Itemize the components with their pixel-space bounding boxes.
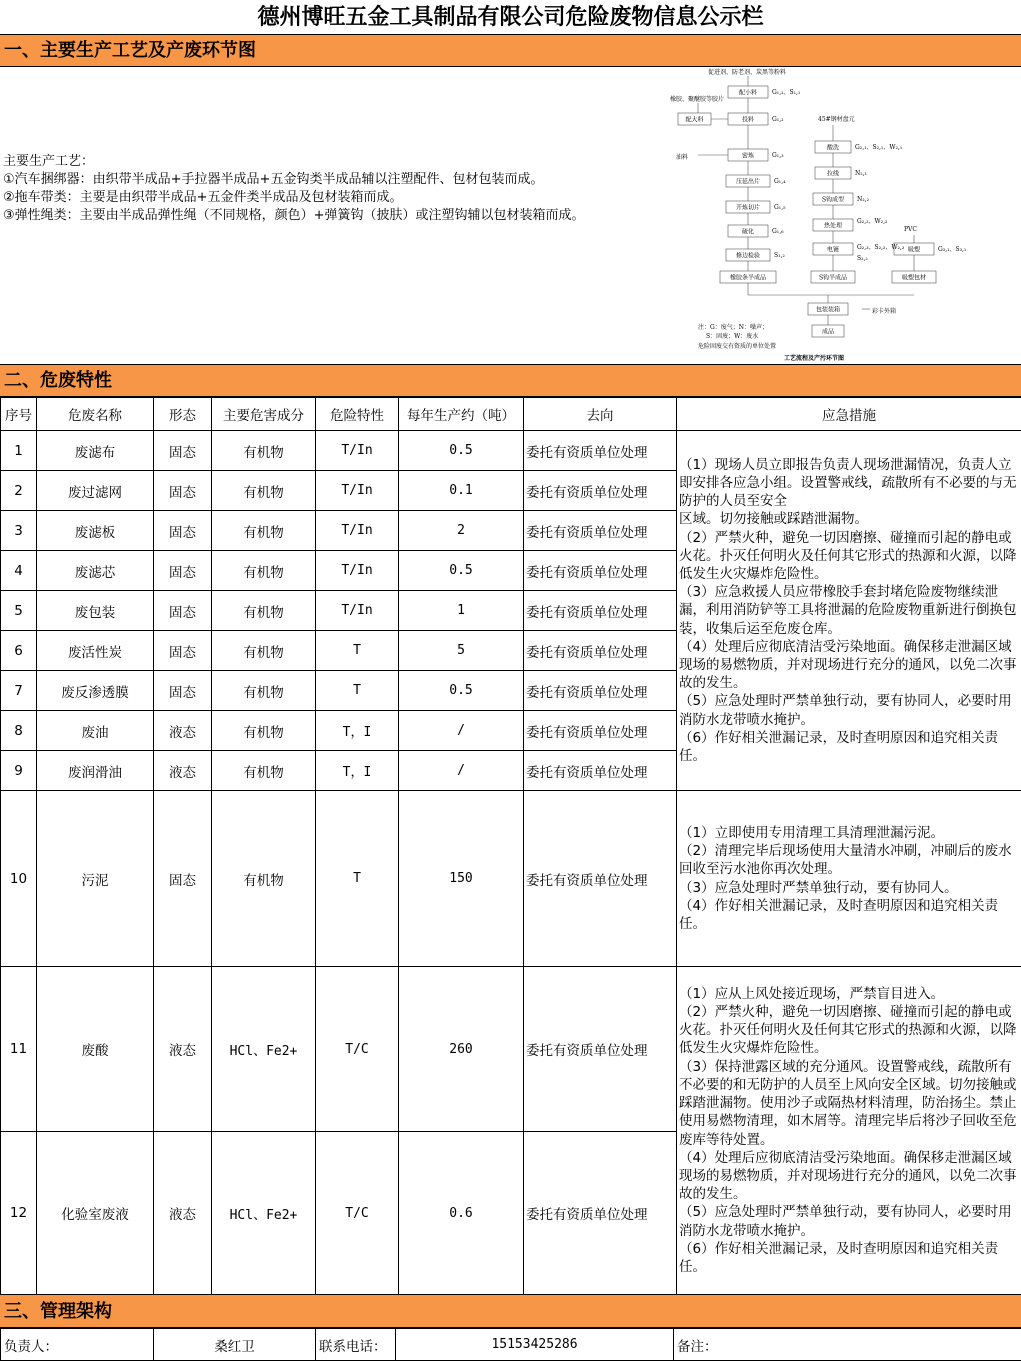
emission-label: G₁,₂	[772, 116, 784, 123]
cell-amount: 1	[399, 591, 524, 631]
col-header: 主要危害成分	[212, 398, 316, 431]
note-label: 备注：	[674, 1329, 1021, 1361]
cell-state: 液态	[154, 1132, 212, 1295]
cell-hazard: T，I	[316, 751, 399, 791]
measure-item: （3）应急处理时严禁单独行动，要有协同人。	[679, 879, 1019, 897]
cell-name: 废过滤网	[37, 471, 154, 511]
emission-label: G₁,₅	[774, 204, 786, 211]
flow-step: 配小料	[739, 89, 757, 97]
emergency-measures-group-2	[677, 791, 1021, 967]
emission-label: G₁,₄	[774, 178, 786, 185]
col-header: 危废名称	[37, 398, 154, 431]
measure-item: （3）保持泄露区域的充分通风。设置警戒线，疏散所有不必要的和无防护的人员至上风向安全区域。切勿接触或踩踏泄漏物。使用沙子或隔热材料清理，防治扬尘。禁止使用易燃物清理，如木屑等。清理完毕后将沙子回收至危废库等待处置。	[679, 1058, 1019, 1149]
flow-legend: S：固废；W：废水	[706, 332, 758, 340]
flow-note-steel: 45#钢材盘元	[818, 115, 855, 123]
cell-name: 废反渗透膜	[37, 671, 154, 711]
emission-label: G₁,₂、S₁,₁	[772, 89, 800, 96]
section1-heading: 一、主要生产工艺及产废环节图	[0, 35, 1021, 67]
table-header-row	[1, 398, 1021, 431]
flow-step: 吸塑包材	[902, 274, 926, 282]
cell-hazard: T，I	[316, 711, 399, 751]
emission-label: G₁,₃	[772, 152, 784, 159]
table-row	[1, 431, 1021, 471]
measure-item: （2）严禁火种，避免一切因磨擦、碰撞而引起的静电或火花。扑灭任何明火及任何其它形式的热源和火源，以降低发生火灾爆炸危险性。	[679, 529, 1019, 584]
flow-note-cartons: 彩卡外箱	[872, 307, 896, 315]
emission-label: N₂,₁	[855, 170, 867, 177]
cell-name: 废滤板	[37, 511, 154, 551]
flow-step: S钩成型	[822, 196, 844, 204]
table-row	[1, 967, 1021, 1132]
measure-item: （4）处理后应彻底清洁受污染地面。确保移走泄漏区域现场的易燃物质，并对现场进行充分的通风，以免二次事故的发生。	[679, 638, 1019, 693]
col-header: 危险特性	[316, 398, 399, 431]
cell-name: 废活性炭	[37, 631, 154, 671]
person-label: 负责人：	[1, 1329, 154, 1361]
flow-emissions	[772, 89, 966, 262]
measure-item: （1）应从上风处接近现场，严禁盲目进入。	[679, 985, 1019, 1003]
cell-no: 1	[1, 431, 37, 471]
measure-item: （2）严禁火种，避免一切因磨擦、碰撞而引起的静电或火花。扑灭任何明火及任何其它形式的热源和火源，以降低发生火灾爆炸危险性。	[679, 1003, 1019, 1058]
flow-step: 硫化	[742, 228, 754, 236]
cell-hazard: T	[316, 671, 399, 711]
cell-component: 有机物	[212, 591, 316, 631]
cell-destination: 委托有资质单位处理	[524, 1132, 677, 1295]
cell-hazard: T/C	[316, 1132, 399, 1295]
emission-label: N₂,₂	[857, 196, 870, 203]
cell-amount: 0.5	[399, 551, 524, 591]
flow-legend: 危险固废交有资质的单位处置	[698, 342, 776, 350]
cell-state: 固态	[154, 671, 212, 711]
cell-amount: 2	[399, 511, 524, 551]
emission-label: G₂,₃、S₂,₃、W₂,₃	[857, 244, 905, 251]
flow-note-oil: 油料	[676, 153, 688, 161]
measure-item: （1）现场人员立即报告负责人现场泄漏情况，负责人立即安排各应急小组。设置警戒线，疏散所有不必要的与无防护的人员至安全	[679, 456, 1019, 511]
cell-state: 固态	[154, 791, 212, 967]
measure-item: （5）应急处理时严禁单独行动，要有协同人，必要时用消防水龙带喷水掩护。	[679, 1203, 1019, 1239]
management-row	[1, 1329, 1021, 1361]
flow-legend: 注：G：废气；N：噪声；	[698, 323, 768, 331]
cell-destination: 委托有资质单位处理	[524, 967, 677, 1132]
cell-hazard: T	[316, 631, 399, 671]
cell-component: 有机物	[212, 671, 316, 711]
emission-label: G₁,₆	[772, 228, 784, 235]
flow-boxes	[678, 86, 936, 337]
section2-heading: 二、危废特性	[0, 365, 1021, 397]
flow-step: 包装装箱	[816, 306, 840, 314]
cell-component: HCl、Fe2+	[212, 1132, 316, 1295]
process-line: ②拖车带类：主要是由织带半成品+五金件类半成品及包材装箱而成。	[3, 189, 585, 207]
process-line: 主要生产工艺：	[3, 153, 585, 171]
cell-no: 6	[1, 631, 37, 671]
flow-step: 压延出片	[736, 178, 760, 186]
emission-label: G₂,₂、W₂,₂	[857, 218, 888, 225]
cell-destination: 委托有资质单位处理	[524, 791, 677, 967]
cell-component: 有机物	[212, 431, 316, 471]
cell-hazard: T/In	[316, 431, 399, 471]
management-table	[0, 1328, 1021, 1361]
cell-state: 固态	[154, 631, 212, 671]
process-flowchart	[668, 67, 1020, 364]
flow-note-powders: 促进剂、防老剂、炭黑等粉料	[708, 68, 786, 76]
cell-component: 有机物	[212, 551, 316, 591]
person-name: 桑红卫	[154, 1329, 316, 1361]
cell-destination: 委托有资质单位处理	[524, 471, 677, 511]
flow-step: 拉线	[827, 170, 839, 178]
cell-hazard: T/C	[316, 967, 399, 1132]
flow-step: 投料	[742, 116, 754, 124]
cell-name: 废滤布	[37, 431, 154, 471]
cell-state: 固态	[154, 551, 212, 591]
cell-no: 5	[1, 591, 37, 631]
cell-state: 固态	[154, 471, 212, 511]
cell-component: HCl、Fe2+	[212, 967, 316, 1132]
measure-item: （4）作好相关泄漏记录，及时查明原因和追究相关责任。	[679, 897, 1019, 933]
cell-state: 液态	[154, 711, 212, 751]
cell-destination: 委托有资质单位处理	[524, 631, 677, 671]
cell-state: 固态	[154, 511, 212, 551]
cell-amount: 150	[399, 791, 524, 967]
measure-item: （3）应急救援人员应带橡胶手套封堵危险废物继续泄漏，利用消防铲等工具将泄漏的危险废物重新进行倒换包装，收集后运至危废仓库。	[679, 583, 1019, 638]
cell-destination: 委托有资质单位处理	[524, 671, 677, 711]
cell-destination: 委托有资质单位处理	[524, 431, 677, 471]
flow-step: 橡胶条半成品	[730, 274, 766, 282]
cell-component: 有机物	[212, 471, 316, 511]
flow-step: 吸塑	[908, 246, 920, 254]
emission-label: S₂,₂	[857, 255, 868, 262]
measure-item: （6）作好相关泄漏记录，及时查明原因和追究相关责任。	[679, 1240, 1019, 1276]
measure-item: 区域。切勿接触或踩踏泄漏物。	[679, 510, 1019, 528]
cell-state: 液态	[154, 967, 212, 1132]
cell-name: 废包装	[37, 591, 154, 631]
cell-state: 固态	[154, 431, 212, 471]
cell-destination: 委托有资质单位处理	[524, 751, 677, 791]
page-title: 德州博旺五金工具制品有限公司危险废物信息公示栏	[0, 0, 1021, 35]
flow-step: 热处理	[824, 222, 842, 230]
flow-step: 电镀	[827, 246, 839, 254]
cell-amount: 0.6	[399, 1132, 524, 1295]
cell-name: 废油	[37, 711, 154, 751]
cell-no: 3	[1, 511, 37, 551]
cell-amount: 0.1	[399, 471, 524, 511]
measure-item: （1）立即使用专用清理工具清理泄漏污泥。	[679, 824, 1019, 842]
flow-caption: 工艺流程及产污环节图	[784, 354, 844, 362]
cell-amount: 0.5	[399, 671, 524, 711]
cell-hazard: T	[316, 791, 399, 967]
cell-component: 有机物	[212, 751, 316, 791]
flow-step: 密炼	[742, 152, 755, 160]
cell-component: 有机物	[212, 511, 316, 551]
cell-destination: 委托有资质单位处理	[524, 551, 677, 591]
cell-name: 污泥	[37, 791, 154, 967]
flow-step: 成品	[822, 328, 834, 336]
cell-no: 12	[1, 1132, 37, 1295]
emergency-measures-group-3	[677, 967, 1021, 1295]
flow-note-pvc: PVC	[904, 226, 917, 233]
cell-state: 固态	[154, 591, 212, 631]
cell-no: 4	[1, 551, 37, 591]
cell-name: 废滤芯	[37, 551, 154, 591]
cell-hazard: T/In	[316, 551, 399, 591]
flow-step: 开炼切片	[736, 204, 760, 212]
cell-amount: 0.5	[399, 431, 524, 471]
cell-name: 废润滑油	[37, 751, 154, 791]
cell-name: 化验室废液	[37, 1132, 154, 1295]
cell-no: 8	[1, 711, 37, 751]
cell-no: 10	[1, 791, 37, 967]
emergency-measures-group-1	[677, 431, 1021, 791]
phone-number: 15153425286	[396, 1329, 674, 1361]
col-header: 去向	[524, 398, 677, 431]
emission-label: S₁,₂	[774, 252, 785, 259]
cell-hazard: T/In	[316, 511, 399, 551]
col-header: 序号	[1, 398, 37, 431]
cell-amount: 5	[399, 631, 524, 671]
cell-component: 有机物	[212, 631, 316, 671]
cell-name: 废酸	[37, 967, 154, 1132]
cell-no: 7	[1, 671, 37, 711]
measure-item: （6）作好相关泄漏记录，及时查明原因和追究相关责任。	[679, 729, 1019, 765]
flow-step: 修边检验	[736, 252, 760, 260]
cell-no: 11	[1, 967, 37, 1132]
cell-hazard: T/In	[316, 591, 399, 631]
cell-hazard: T/In	[316, 471, 399, 511]
cell-amount: /	[399, 751, 524, 791]
flow-step: S钩半成品	[819, 274, 847, 282]
cell-amount: 260	[399, 967, 524, 1132]
flow-note-rubber: 橡胶、聚醚胶等胶片	[670, 95, 724, 103]
cell-destination: 委托有资质单位处理	[524, 591, 677, 631]
cell-amount: /	[399, 711, 524, 751]
cell-state: 液态	[154, 751, 212, 791]
section1-body	[0, 67, 1021, 365]
process-line: ③弹性绳类：主要由半成品弹性绳（不同规格，颜色）+弹簧钩（披肤）或注塑钩辅以包材装箱而成。	[3, 207, 585, 225]
col-header: 应急措施	[677, 398, 1021, 431]
section3-heading: 三、管理架构	[0, 1295, 1021, 1328]
cell-component: 有机物	[212, 791, 316, 967]
cell-no: 9	[1, 751, 37, 791]
process-description	[3, 153, 585, 225]
cell-no: 2	[1, 471, 37, 511]
flow-step: 酸洗	[827, 144, 839, 152]
measure-item: （5）应急处理时严禁单独行动，要有协同人，必要时用消防水龙带喷水掩护。	[679, 692, 1019, 728]
phone-label: 联系电话：	[316, 1329, 396, 1361]
cell-destination: 委托有资质单位处理	[524, 711, 677, 751]
cell-component: 有机物	[212, 711, 316, 751]
flow-step: 配大料	[685, 116, 703, 124]
emission-label: G₂,₁、S₂,₁、W₂,₁	[855, 144, 902, 151]
measure-item: （4）处理后应彻底清洁受污染地面。确保移走泄漏区域现场的易燃物质，并对现场进行充分的通风，以免二次事故的发生。	[679, 1149, 1019, 1204]
cell-destination: 委托有资质单位处理	[524, 511, 677, 551]
col-header: 每年生产约（吨）	[399, 398, 524, 431]
emission-label: G₃,₁、S₃,₁	[938, 246, 966, 253]
process-line: ①汽车捆绑器：由织带半成品+手拉器半成品+五金钩类半成品辅以注塑配件、包材包装而成。	[3, 171, 585, 189]
measure-item: （2）清理完毕后现场使用大量清水冲刷，冲刷后的废水回收至污水池你再次处理。	[679, 842, 1019, 878]
table-row	[1, 791, 1021, 967]
col-header: 形态	[154, 398, 212, 431]
hazardous-waste-table	[0, 397, 1021, 1295]
